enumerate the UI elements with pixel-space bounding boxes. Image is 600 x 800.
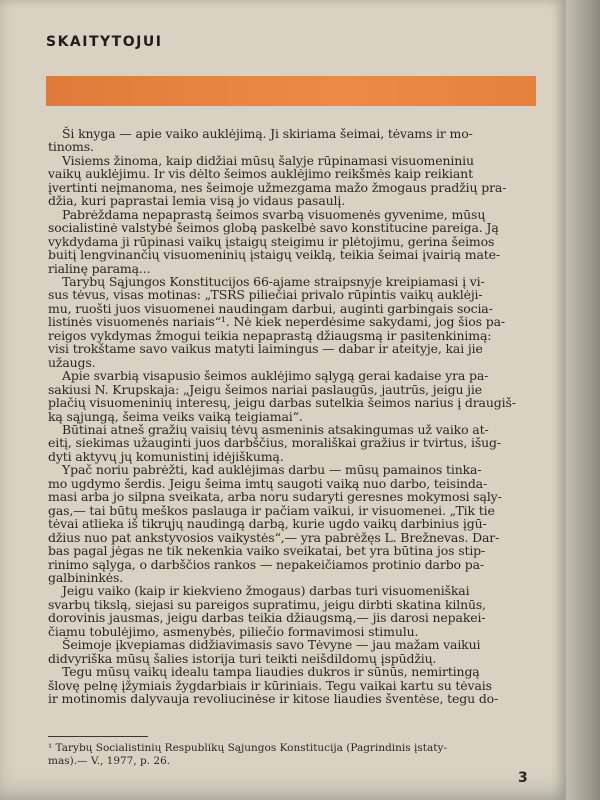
paragraph <box>48 665 538 705</box>
paragraph <box>48 463 538 584</box>
section-heading: SKAITYTOJUI <box>46 34 163 50</box>
text-line: vaikų auklėjimu. Ir vis dėlto šeimos auklėjimo reikšmės kaip reikiant <box>48 166 473 182</box>
text-line: Tarybų Sąjungos Konstitucijos 66-ajame straipsnyje kreipiamasi į vi- <box>62 273 485 289</box>
text-line: plačių visuomeninių interesų, jeigu darbas sutelkia šeimos narius į draugiš- <box>48 395 516 411</box>
paragraph <box>48 423 538 463</box>
text-line: džia, kuri paprastai lemia visą jo vidaus pasaulį. <box>48 193 346 209</box>
text-line: eitį, siekimas užauginti juos darbščius, morališkai gražius ir tvirtus, išug- <box>48 435 501 451</box>
page-number: 3 <box>518 770 528 786</box>
text-line: rialinę paramą... <box>48 260 151 276</box>
text-line: svarbų tikslą, siejasi su pareigos supratimu, jeigu dirbti skatina kilnūs, <box>48 596 486 612</box>
text-line: socialistinė valstybė šeimos globą paskelbė savo konstitucine pareiga. Ją <box>48 220 499 236</box>
text-line: tinoms. <box>48 139 94 155</box>
text-line: Būtinai atneš gražių vaisių tėvų asmeninis atsakingumas už vaiko at- <box>62 421 489 437</box>
footnote-separator <box>48 736 148 737</box>
adjacent-page-edge <box>562 0 600 800</box>
body-text <box>48 127 538 705</box>
text-line: bas pagal jėgas ne tik nekenkia vaiko sveikatai, bet yra būtina jos stip- <box>48 543 486 559</box>
text-line: įvertinti neįmanoma, nes šeimoje užmezgama mažo žmogaus pradžių pra- <box>48 179 507 195</box>
footnote-line: ¹ Tarybų Socialistinių Respublikų Sąjungos Konstitucija (Pagrindinis įstaty- <box>48 742 447 754</box>
text-line: Visiems žinoma, kaip didžiai mūsų šalyje rūpinamasi visuomeniniu <box>62 152 474 168</box>
text-line: šlovę pelnę įžymiais žygdarbiais ir kūriniais. Tegu vaikai kartu su tėvais <box>48 677 492 693</box>
text-line: ką sąjungą, šeima veiks vaiką teigiamai“. <box>48 408 303 424</box>
text-line: ir motinomis dalyvauja revoliucinėse ir kitose liaudies šventėse, tegu do- <box>48 691 499 707</box>
paragraph <box>48 584 538 638</box>
text-line: buitį lengvinančių visuomeninių įstaigų veiklą, teikia šeimai įvairią mate- <box>48 247 501 263</box>
text-line: sakiusi N. Krupskaja: „Jeigu šeimos nariai paslaugūs, jautrūs, jeigu jie <box>48 381 483 397</box>
text-line: galbininkės. <box>48 569 124 585</box>
text-line: listinės visuomenės nariais“¹. Nė kiek neperdėsime sakydami, jog šios pa- <box>48 314 505 330</box>
text-line: Ši knyga — apie vaiko auklėjimą. Ji skiriama šeimai, tėvams ir mo- <box>62 126 473 141</box>
text-line: reigos vykdymas žmogui teikia nepaprastą džiaugsmą ir pasitenkinimą: <box>48 327 492 343</box>
text-line: didvyriška mūsų šalies istorija turi teikti neišdildomų įspūdžių. <box>48 650 437 666</box>
text-line: sus tėvus, visas motinas: „TSRS piliečiai privalo rūpintis vaikų auklėji- <box>48 287 483 303</box>
paragraph <box>48 638 538 665</box>
paragraph <box>48 369 538 423</box>
text-line: mu, ruošti juos visuomenei naudingam darbui, auginti garbingais socia- <box>48 300 493 316</box>
text-line: masi arba jo silpna sveikata, arba noru sudaryti geresnes mokymosi sąly- <box>48 489 502 505</box>
paragraph <box>48 275 538 369</box>
text-line: tėvai atlieka iš tikrųjų naudingą darbą, kurie ugdo vaikų darbinius įgū- <box>48 516 487 532</box>
text-line: rinimo sąlyga, o darbščios rankos — nepakeičiamos protinio darbo pa- <box>48 556 484 572</box>
text-line: dyti aktyvų jų komunistinį idėjiškumą. <box>48 448 284 464</box>
footnote-line: mas).— V., 1977, p. 26. <box>48 754 171 767</box>
paragraph <box>48 154 538 208</box>
text-line: užaugs. <box>48 354 96 370</box>
text-line: vykdydama ji rūpinasi vaikų įstaigų steigimu ir plėtojimu, gerina šeimos <box>48 233 495 249</box>
text-line: dorovinis jausmas, jeigu darbas teikia džiaugsmą,— jis darosi nepakei- <box>48 610 486 626</box>
text-line: čiamu tobulėjimo, asmenybės, piliečio formavimosi stimulu. <box>48 623 419 639</box>
footnote <box>48 742 538 767</box>
text-line: Apie svarbią visapusio šeimos auklėjimo sąlygą gerai kadaise yra pa- <box>62 368 489 384</box>
text-line: gas,— tai būtų meškos paslauga ir pačiam vaikui, ir visuomenei. „Tik tie <box>48 502 495 518</box>
text-line: Jeigu vaiko (kaip ir kiekvieno žmogaus) darbas turi visuomeniškai <box>62 583 470 599</box>
text-line: džius nuo pat ankstyvosios vaikystės“,— yra pabrėžęs L. Brežnevas. Dar- <box>48 529 500 545</box>
text-line: mo ugdymo šerdis. Jeigu šeima imtų saugoti vaiką nuo darbo, teisinda- <box>48 475 488 491</box>
text-line: Tegu mūsų vaikų idealu tampa liaudies dukros ir sūnūs, nemirtingą <box>62 664 480 680</box>
text-line: Ypač noriu pabrėžti, kad auklėjimas darbu — mūsų pamainos tinka- <box>62 462 482 478</box>
orange-decorative-band <box>46 76 536 106</box>
text-line: Šeimoje įkvepiamas didžiavimasis savo Tėvyne — jau mažam vaikui <box>62 637 481 653</box>
text-line: Pabrėždama nepaprastą šeimos svarbą visuomenės gyvenime, mūsų <box>62 206 486 222</box>
paragraph <box>48 208 538 275</box>
paragraph <box>48 127 538 154</box>
text-line: visi trokštame savo vaikus matyti laimingus — dabar ir ateityje, kai jie <box>48 341 483 357</box>
